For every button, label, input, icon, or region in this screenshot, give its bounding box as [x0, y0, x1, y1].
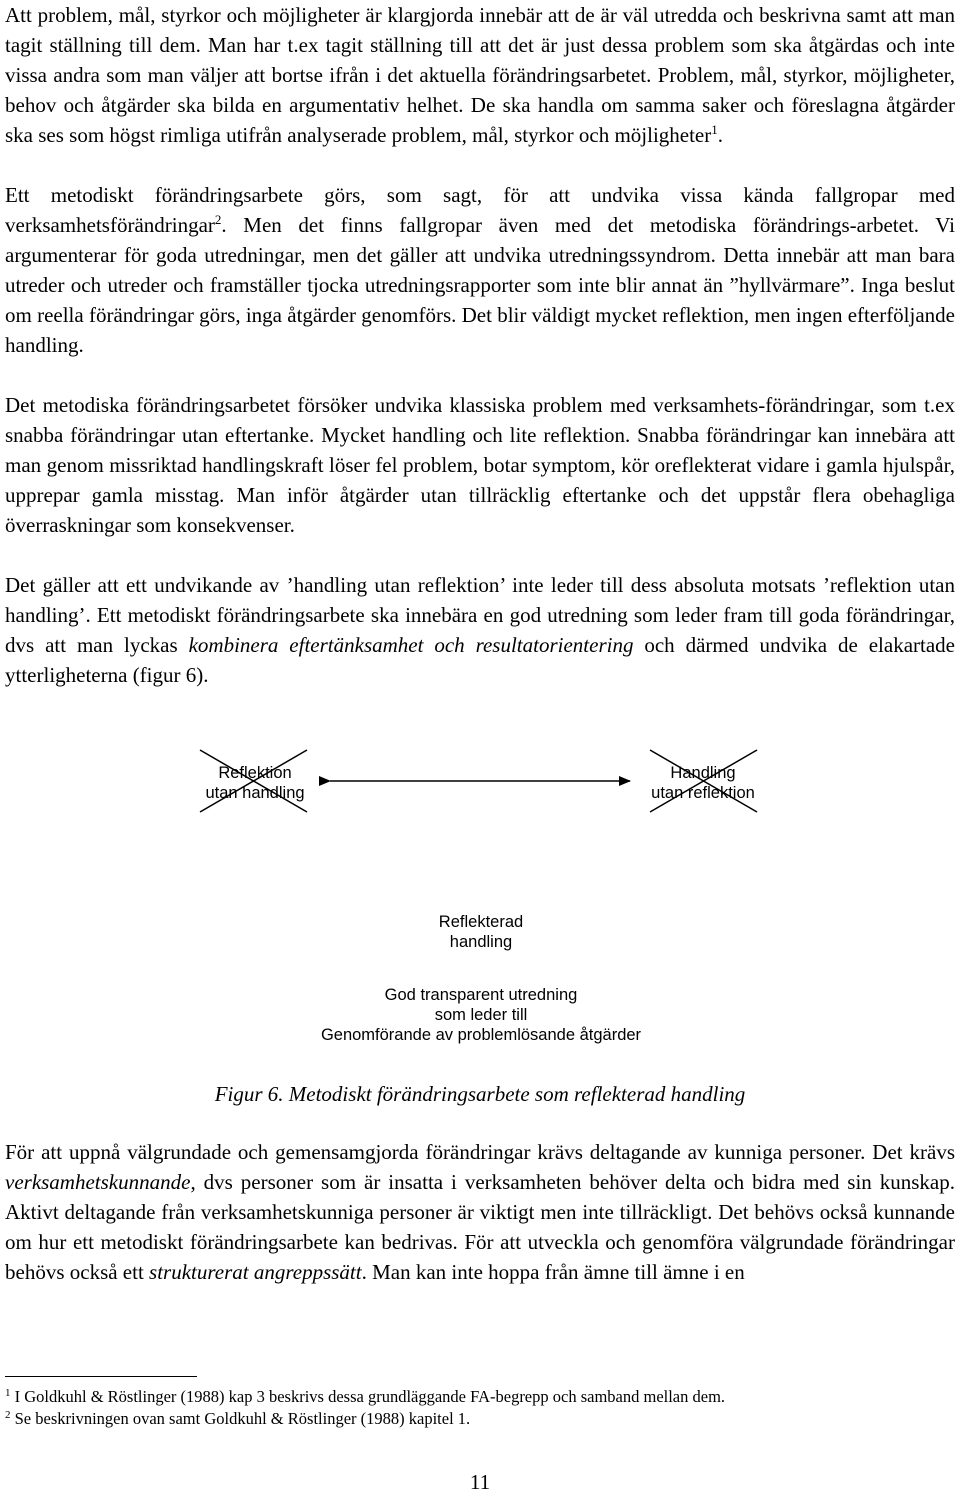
paragraph-2: Ett metodiskt förändringsarbete görs, som sagt, för att undvika vissa kända fallgropar med verksamhetsförändringar$^2$. Men det finns fallgropar även med det metodiska förändrings-arbetet. Vi argumenterar för goda utredningar, men det gäller att undvika utredningssyndrom. Detta innebär att man bara utreder och utreder och framställer tjocka utredningsrapporter som inte blir annat än ”hyllvärmare”. Inga beslut om reella förändringar görs, inga åtgärder genomförs. Det blir väldigt mycket reflektion, men ingen efterföljande handling.	[5, 183, 955, 357]
paragraph-5: För att uppnå välgrundade och gemensamgjorda förändringar krävs deltagande av kunniga personer. Det krävs verksamhetskunnande, dvs personer som är insatta i verksamheten behöver delta och bidra med sin kunskap. Aktivt deltagande från verksamhetskunniga personer är viktigt men inte tillräckligt. Det behövs också kunnande om hur ett metodiskt förändringsarbete kan bedrivas. För att utveckla och genomföra välgrundade förändringar behövs också ett strukturerat angreppssätt. Man kan inte hoppa från ämne till ämne i en	[5, 1140, 955, 1284]
center-label: Reflekterad handling	[438, 913, 524, 951]
page-number: 11	[469, 1470, 491, 1494]
footnote-separator	[5, 1376, 197, 1377]
footnotes	[5, 1386, 955, 1430]
page-content-continued	[5, 1137, 955, 1287]
footnote-ref-1[interactable]: 1	[711, 122, 718, 137]
right-label: Handling utan reflektion	[651, 764, 755, 802]
paragraph-4: Det gäller att ett undvikande av ’handling utan reflektion’ inte leder till dess absoluta motsats ’reflektion utan handling’. Ett metodiskt förändringsarbete ska innebära en god utredning som leder fram till goda förändringar, dvs att man lyckas kombinera eftertänksamhet och resultatorientering och därmed undvika de elakartade ytterligheterna (figur 6).	[5, 573, 956, 687]
bottom-label: God transparent utredning som leder till Genomförande av problemlösande åtgärder	[320, 986, 642, 1044]
footnote-1: $^1$ I Goldkuhl & Röstlinger (1988) kap 3 beskrivs dessa grundläggande FA-begrepp och samband mellan dem.	[5, 1387, 726, 1406]
paragraph-3: Det metodiska förändringsarbetet försöker undvika klassiska problem med verksamhets-förändringar, som t.ex snabba förändringar utan eftertanke. Mycket handling och lite reflektion. Snabba förändringar kan innebära att man genom missriktad handlingskraft löser fel problem, botar symptom, kör oreflekterat vidare i gamla hjulspår, upprepar gamla misstag. Man inför åtgärder utan tillräcklig eftertanke och det uppstår flera obehagliga överraskningar som konsekvenser.	[5, 393, 955, 537]
left-label: Reflektion utan handling	[205, 764, 305, 802]
figure-caption: Figur 6. Metodiskt förändringsarbete som reflekterad handling	[214, 1082, 746, 1106]
footnote-2: $^2$ Se beskrivningen ovan samt Goldkuhl & Röstlinger (1988) kapitel 1.	[5, 1409, 471, 1428]
page-content	[5, 0, 955, 690]
footnote-ref-2[interactable]: 2	[214, 212, 222, 227]
figure-6	[0, 745, 960, 1055]
paragraph-1: Att problem, mål, styrkor och möjligheter är klargjorda innebär att de är väl utredda och beskrivna samt att man tagit ställning till dem. Man har t.ex tagit ställning till att det är just dessa problem som ska åtgärdas och inte vissa andra som man väljer att bortse ifrån i det aktuella förändringsarbetet. Problem, mål, styrkor, möjligheter, behov och åtgärder ska bilda en argumentativ helhet. De ska handla om samma saker och föreslagna åtgärder ska ses som högst rimliga utifrån analyserade problem, mål, styrkor och möjligheter$^1$.	[5, 3, 955, 147]
